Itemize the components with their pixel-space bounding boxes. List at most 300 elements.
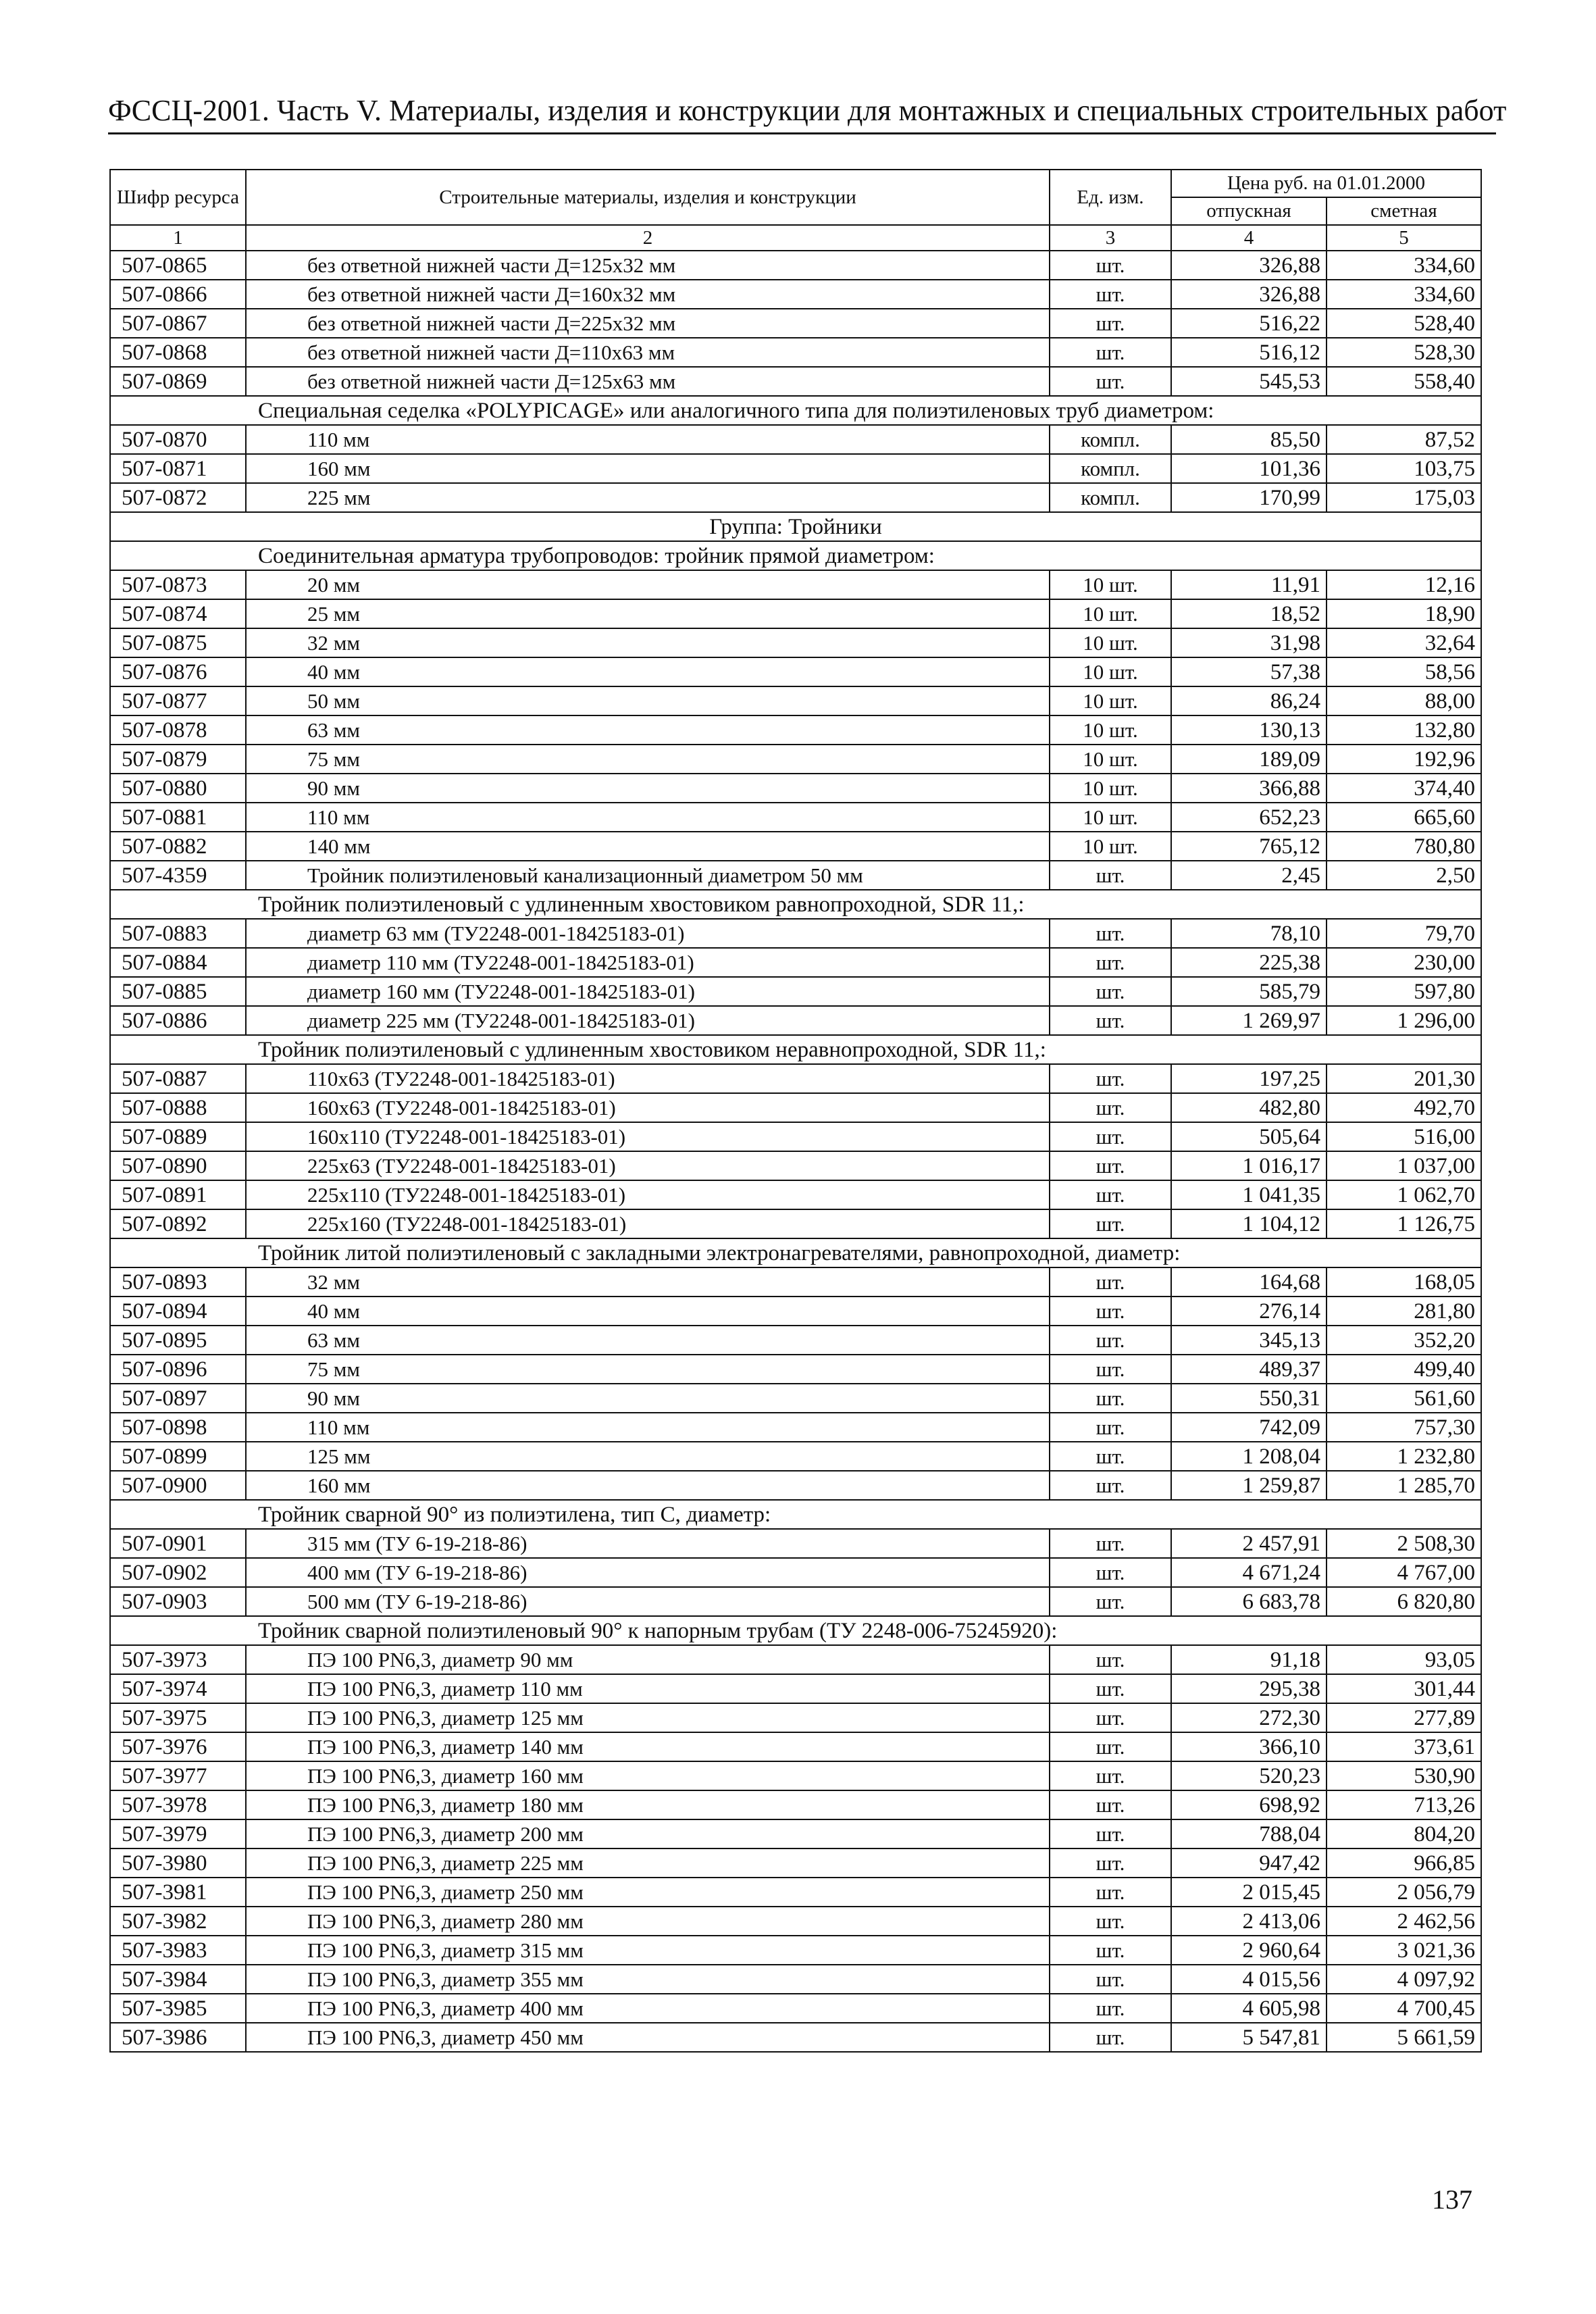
estimate-price-cell: 966,85 [1327,1848,1481,1878]
material-name-cell: 160x110 (ТУ2248-001-18425183-01) [246,1122,1050,1151]
estimate-price-cell: 499,40 [1327,1355,1481,1384]
unit-cell: шт. [1050,1267,1171,1297]
col-unit-header: Ед. изм. [1050,170,1171,225]
material-name-cell: ПЭ 100 PN6,3, диаметр 250 мм [246,1878,1050,1907]
unit-cell: шт. [1050,280,1171,309]
material-name-cell: диаметр 225 мм (ТУ2248-001-18425183-01) [246,1006,1050,1035]
resource-code-cell: 507-0871 [110,454,246,483]
unit-cell: шт. [1050,1006,1171,1035]
material-name-cell: 225x110 (ТУ2248-001-18425183-01) [246,1180,1050,1209]
resource-code-cell: 507-0868 [110,338,246,367]
material-name-cell: 20 мм [246,570,1050,599]
resource-code-cell: 507-0872 [110,483,246,512]
estimate-price-cell: 192,96 [1327,745,1481,774]
release-price-cell: 366,10 [1171,1732,1327,1761]
table-row [110,1297,1481,1326]
table-row [110,1558,1481,1587]
table-row [110,745,1481,774]
material-name-cell: диаметр 160 мм (ТУ2248-001-18425183-01) [246,977,1050,1006]
estimate-price-cell: 2 462,56 [1327,1907,1481,1936]
table-row [110,1442,1481,1471]
resource-code-cell: 507-0900 [110,1471,246,1500]
unit-cell: шт. [1050,1209,1171,1238]
estimate-price-cell: 4 700,45 [1327,1994,1481,2023]
unit-cell: шт. [1050,1064,1171,1093]
release-price-cell: 489,37 [1171,1355,1327,1384]
resource-code-cell: 507-3986 [110,2023,246,2052]
section-heading: Тройник сварной полиэтиленовый 90° к напорным трубам (ТУ 2248-006-75245920): [110,1616,1481,1645]
release-price-cell: 652,23 [1171,803,1327,832]
release-price-cell: 57,38 [1171,657,1327,686]
resource-code-cell: 507-3981 [110,1878,246,1907]
estimate-price-cell: 230,00 [1327,948,1481,977]
unit-cell: шт. [1050,1819,1171,1848]
release-price-cell: 18,52 [1171,599,1327,628]
unit-cell: 10 шт. [1050,599,1171,628]
material-name-cell: без ответной нижней части Д=125x63 мм [246,367,1050,396]
material-name-cell: 160 мм [246,1471,1050,1500]
page-number: 137 [1432,2184,1472,2215]
material-name-cell: 90 мм [246,774,1050,803]
material-name-cell: 50 мм [246,686,1050,715]
material-name-cell: 40 мм [246,657,1050,686]
resource-code-cell: 507-0890 [110,1151,246,1180]
resource-code-cell: 507-0891 [110,1180,246,1209]
column-numbers-row [110,225,1481,251]
table-row [110,1819,1481,1848]
unit-cell: компл. [1050,483,1171,512]
release-price-cell: 189,09 [1171,745,1327,774]
estimate-price-cell: 561,60 [1327,1384,1481,1413]
unit-cell: шт. [1050,1761,1171,1790]
material-name-cell: 160 мм [246,454,1050,483]
estimate-price-cell: 93,05 [1327,1645,1481,1674]
release-price-cell: 1 208,04 [1171,1442,1327,1471]
unit-cell: шт. [1050,1355,1171,1384]
table-body [110,251,1481,2052]
release-price-cell: 91,18 [1171,1645,1327,1674]
release-price-cell: 366,88 [1171,774,1327,803]
unit-cell: 10 шт. [1050,628,1171,657]
column-number-cell: 4 [1171,225,1327,251]
material-name-cell: 500 мм (ТУ 6-19-218-86) [246,1587,1050,1616]
release-price-cell: 1 269,97 [1171,1006,1327,1035]
estimate-price-cell: 2 508,30 [1327,1529,1481,1558]
table-row [110,483,1481,512]
unit-cell: шт. [1050,1703,1171,1732]
resource-code-cell: 507-0866 [110,280,246,309]
estimate-price-cell: 277,89 [1327,1703,1481,1732]
material-name-cell: 32 мм [246,628,1050,657]
release-price-cell: 2,45 [1171,861,1327,890]
unit-cell: шт. [1050,1384,1171,1413]
unit-cell: шт. [1050,948,1171,977]
resource-code-cell: 507-3985 [110,1994,246,2023]
release-price-cell: 86,24 [1171,686,1327,715]
table-row [110,1267,1481,1297]
table-row [110,948,1481,977]
table-row [110,454,1481,483]
section-heading: Тройник полиэтиленовый с удлиненным хвостовиком равнопроходной, SDR 11,: [110,890,1481,919]
table-row [110,338,1481,367]
unit-cell: шт. [1050,338,1171,367]
table-row [110,1878,1481,1907]
estimate-price-cell: 334,60 [1327,280,1481,309]
unit-cell: шт. [1050,1907,1171,1936]
material-name-cell: 75 мм [246,1355,1050,1384]
resource-code-cell: 507-0881 [110,803,246,832]
release-price-cell: 520,23 [1171,1761,1327,1790]
table-row [110,1064,1481,1093]
material-name-cell: ПЭ 100 PN6,3, диаметр 160 мм [246,1761,1050,1790]
section-heading: Тройник сварной 90° из полиэтилена, тип С, диаметр: [110,1500,1481,1529]
material-name-cell: 75 мм [246,745,1050,774]
resource-code-cell: 507-0892 [110,1209,246,1238]
estimate-price-cell: 5 661,59 [1327,2023,1481,2052]
material-name-cell: ПЭ 100 PN6,3, диаметр 225 мм [246,1848,1050,1878]
resource-code-cell: 507-0884 [110,948,246,977]
release-price-cell: 1 016,17 [1171,1151,1327,1180]
unit-cell: шт. [1050,1558,1171,1587]
col-name-header: Строительные материалы, изделия и конструкции [246,170,1050,225]
estimate-price-cell: 132,80 [1327,715,1481,745]
material-name-cell: 315 мм (ТУ 6-19-218-86) [246,1529,1050,1558]
material-name-cell: ПЭ 100 PN6,3, диаметр 125 мм [246,1703,1050,1732]
table-row [110,1384,1481,1413]
release-price-cell: 516,12 [1171,338,1327,367]
section-heading-row [110,890,1481,919]
release-price-cell: 101,36 [1171,454,1327,483]
section-heading: Специальная седелка «POLYPICAGE» или аналогичного типа для полиэтиленовых труб диаметром: [110,396,1481,425]
table-row [110,861,1481,890]
group-heading-row [110,512,1481,541]
estimate-price-cell: 1 232,80 [1327,1442,1481,1471]
unit-cell: шт. [1050,861,1171,890]
material-name-cell: 160x63 (ТУ2248-001-18425183-01) [246,1093,1050,1122]
estimate-price-cell: 3 021,36 [1327,1936,1481,1965]
resource-code-cell: 507-3982 [110,1907,246,1936]
material-name-cell: ПЭ 100 PN6,3, диаметр 400 мм [246,1994,1050,2023]
release-price-cell: 516,22 [1171,309,1327,338]
resource-code-cell: 507-0875 [110,628,246,657]
column-number-cell: 5 [1327,225,1481,251]
estimate-price-cell: 665,60 [1327,803,1481,832]
unit-cell: 10 шт. [1050,832,1171,861]
table-row [110,832,1481,861]
resource-code-cell: 507-3984 [110,1965,246,1994]
table-row [110,251,1481,280]
release-price-cell: 765,12 [1171,832,1327,861]
release-price-cell: 698,92 [1171,1790,1327,1819]
release-price-cell: 2 015,45 [1171,1878,1327,1907]
resource-code-cell: 507-3977 [110,1761,246,1790]
estimate-price-cell: 528,30 [1327,338,1481,367]
estimate-price-cell: 492,70 [1327,1093,1481,1122]
release-price-cell: 272,30 [1171,1703,1327,1732]
table-row [110,1326,1481,1355]
resource-code-cell: 507-0876 [110,657,246,686]
estimate-price-cell: 352,20 [1327,1326,1481,1355]
material-name-cell: ПЭ 100 PN6,3, диаметр 180 мм [246,1790,1050,1819]
unit-cell: шт. [1050,1151,1171,1180]
release-price-cell: 4 605,98 [1171,1994,1327,2023]
estimate-price-cell: 1 126,75 [1327,1209,1481,1238]
unit-cell: шт. [1050,977,1171,1006]
unit-cell: 10 шт. [1050,715,1171,745]
material-name-cell: 90 мм [246,1384,1050,1413]
material-name-cell: 110 мм [246,803,1050,832]
unit-cell: шт. [1050,1645,1171,1674]
unit-cell: шт. [1050,1122,1171,1151]
release-price-cell: 505,64 [1171,1122,1327,1151]
unit-cell: шт. [1050,1674,1171,1703]
estimate-price-cell: 530,90 [1327,1761,1481,1790]
estimate-price-cell: 1 296,00 [1327,1006,1481,1035]
release-price-cell: 326,88 [1171,251,1327,280]
material-name-cell: 110 мм [246,1413,1050,1442]
estimate-price-cell: 201,30 [1327,1064,1481,1093]
section-heading-row [110,1500,1481,1529]
release-price-cell: 4 671,24 [1171,1558,1327,1587]
table-row [110,1645,1481,1674]
estimate-price-cell: 804,20 [1327,1819,1481,1848]
unit-cell: шт. [1050,1093,1171,1122]
release-price-cell: 170,99 [1171,483,1327,512]
material-name-cell: 63 мм [246,715,1050,745]
release-price-cell: 2 457,91 [1171,1529,1327,1558]
estimate-price-cell: 374,40 [1327,774,1481,803]
section-heading: Тройник полиэтиленовый с удлиненным хвостовиком неравнопроходной, SDR 11,: [110,1035,1481,1064]
page-header-title: ФССЦ-2001. Часть V. Материалы, изделия и конструкции для монтажных и специальных строительных работ [108,94,1507,127]
release-price-cell: 276,14 [1171,1297,1327,1326]
material-name-cell: без ответной нижней части Д=110x63 мм [246,338,1050,367]
material-name-cell: 225 мм [246,483,1050,512]
table-row [110,1209,1481,1238]
table-row [110,599,1481,628]
material-name-cell: ПЭ 100 PN6,3, диаметр 140 мм [246,1732,1050,1761]
table-head [110,170,1481,251]
resource-code-cell: 507-0874 [110,599,246,628]
estimate-price-cell: 373,61 [1327,1732,1481,1761]
section-heading-row [110,396,1481,425]
table-row [110,1529,1481,1558]
material-name-cell: ПЭ 100 PN6,3, диаметр 450 мм [246,2023,1050,2052]
resource-code-cell: 507-3973 [110,1645,246,1674]
material-name-cell: 25 мм [246,599,1050,628]
table-row [110,570,1481,599]
release-price-cell: 295,38 [1171,1674,1327,1703]
table-row [110,628,1481,657]
table-row [110,280,1481,309]
resource-code-cell: 507-0867 [110,309,246,338]
section-heading-row [110,1238,1481,1267]
price-table [109,169,1482,2053]
table-row [110,425,1481,454]
resource-code-cell: 507-0897 [110,1384,246,1413]
unit-cell: шт. [1050,1471,1171,1500]
release-price-cell: 2 960,64 [1171,1936,1327,1965]
unit-cell: шт. [1050,1994,1171,2023]
material-name-cell: 63 мм [246,1326,1050,1355]
table-row [110,919,1481,948]
material-name-cell: диаметр 110 мм (ТУ2248-001-18425183-01) [246,948,1050,977]
estimate-price-cell: 713,26 [1327,1790,1481,1819]
release-price-cell: 550,31 [1171,1384,1327,1413]
unit-cell: шт. [1050,1936,1171,1965]
table-row [110,1703,1481,1732]
table-row [110,309,1481,338]
resource-code-cell: 507-3980 [110,1848,246,1878]
estimate-price-cell: 281,80 [1327,1297,1481,1326]
unit-cell: 10 шт. [1050,774,1171,803]
section-heading: Соединительная арматура трубопроводов: тройник прямой диаметром: [110,541,1481,570]
column-number-cell: 3 [1050,225,1171,251]
table-row [110,977,1481,1006]
header-rule [108,132,1496,134]
table-row [110,1587,1481,1616]
resource-code-cell: 507-0873 [110,570,246,599]
material-name-cell: 140 мм [246,832,1050,861]
column-number-cell: 2 [246,225,1050,251]
unit-cell: шт. [1050,2023,1171,2052]
estimate-price-cell: 79,70 [1327,919,1481,948]
table-row [110,774,1481,803]
unit-cell: шт. [1050,919,1171,948]
release-price-cell: 585,79 [1171,977,1327,1006]
resource-code-cell: 507-3976 [110,1732,246,1761]
release-price-cell: 947,42 [1171,1848,1327,1878]
unit-cell: шт. [1050,1180,1171,1209]
material-name-cell: диаметр 63 мм (ТУ2248-001-18425183-01) [246,919,1050,948]
unit-cell: шт. [1050,1878,1171,1907]
unit-cell: 10 шт. [1050,745,1171,774]
material-name-cell: 32 мм [246,1267,1050,1297]
material-name-cell: 225x63 (ТУ2248-001-18425183-01) [246,1151,1050,1180]
estimate-price-cell: 18,90 [1327,599,1481,628]
release-price-cell: 742,09 [1171,1413,1327,1442]
estimate-price-cell: 597,80 [1327,977,1481,1006]
resource-code-cell: 507-0902 [110,1558,246,1587]
unit-cell: шт. [1050,1965,1171,1994]
table-row [110,1093,1481,1122]
material-name-cell: ПЭ 100 PN6,3, диаметр 110 мм [246,1674,1050,1703]
unit-cell: шт. [1050,1326,1171,1355]
table-row [110,1790,1481,1819]
material-name-cell: ПЭ 100 PN6,3, диаметр 280 мм [246,1907,1050,1936]
release-price-cell: 4 015,56 [1171,1965,1327,1994]
material-name-cell: 110x63 (ТУ2248-001-18425183-01) [246,1064,1050,1093]
estimate-price-cell: 32,64 [1327,628,1481,657]
unit-cell: шт. [1050,1442,1171,1471]
estimate-price-cell: 2 056,79 [1327,1878,1481,1907]
release-price-cell: 78,10 [1171,919,1327,948]
material-name-cell: 125 мм [246,1442,1050,1471]
unit-cell: 10 шт. [1050,686,1171,715]
material-name-cell: без ответной нижней части Д=125x32 мм [246,251,1050,280]
estimate-price-cell: 2,50 [1327,861,1481,890]
resource-code-cell: 507-3975 [110,1703,246,1732]
estimate-price-cell: 175,03 [1327,483,1481,512]
unit-cell: шт. [1050,251,1171,280]
release-price-cell: 5 547,81 [1171,2023,1327,2052]
resource-code-cell: 507-0894 [110,1297,246,1326]
table-row [110,1151,1481,1180]
table-row [110,367,1481,396]
resource-code-cell: 507-0893 [110,1267,246,1297]
release-price-cell: 225,38 [1171,948,1327,977]
table-row [110,1180,1481,1209]
column-number-cell: 1 [110,225,246,251]
table-row [110,1936,1481,1965]
resource-code-cell: 507-0878 [110,715,246,745]
table-row [110,1413,1481,1442]
resource-code-cell: 507-4359 [110,861,246,890]
resource-code-cell: 507-0883 [110,919,246,948]
material-name-cell: без ответной нижней части Д=225x32 мм [246,309,1050,338]
resource-code-cell: 507-0886 [110,1006,246,1035]
material-name-cell: ПЭ 100 PN6,3, диаметр 355 мм [246,1965,1050,1994]
release-price-cell: 1 104,12 [1171,1209,1327,1238]
resource-code-cell: 507-0901 [110,1529,246,1558]
material-name-cell: 110 мм [246,425,1050,454]
unit-cell: 10 шт. [1050,803,1171,832]
unit-cell: шт. [1050,1587,1171,1616]
table-row [110,1761,1481,1790]
table-row [110,1994,1481,2023]
resource-code-cell: 507-0899 [110,1442,246,1471]
unit-cell: компл. [1050,425,1171,454]
release-price-cell: 1 259,87 [1171,1471,1327,1500]
table-row [110,1355,1481,1384]
resource-code-cell: 507-3979 [110,1819,246,1848]
release-price-cell: 545,53 [1171,367,1327,396]
unit-cell: 10 шт. [1050,657,1171,686]
table-row [110,1848,1481,1878]
resource-code-cell: 507-0896 [110,1355,246,1384]
unit-cell: компл. [1050,454,1171,483]
material-name-cell: 400 мм (ТУ 6-19-218-86) [246,1558,1050,1587]
table-row [110,686,1481,715]
estimate-price-cell: 12,16 [1327,570,1481,599]
resource-code-cell: 507-3983 [110,1936,246,1965]
unit-cell: шт. [1050,1732,1171,1761]
estimate-price-cell: 6 820,80 [1327,1587,1481,1616]
material-name-cell: без ответной нижней части Д=160x32 мм [246,280,1050,309]
table-row [110,1965,1481,1994]
material-name-cell: ПЭ 100 PN6,3, диаметр 315 мм [246,1936,1050,1965]
estimate-price-cell: 757,30 [1327,1413,1481,1442]
unit-cell: шт. [1050,367,1171,396]
table-row [110,1122,1481,1151]
release-price-cell: 164,68 [1171,1267,1327,1297]
material-name-cell: 225x160 (ТУ2248-001-18425183-01) [246,1209,1050,1238]
estimate-price-cell: 4 767,00 [1327,1558,1481,1587]
estimate-price-cell: 58,56 [1327,657,1481,686]
unit-cell: шт. [1050,1848,1171,1878]
estimate-price-cell: 88,00 [1327,686,1481,715]
table-row [110,803,1481,832]
section-heading: Тройник литой полиэтиленовый с закладными электронагревателями, равнопроходной, диаметр: [110,1238,1481,1267]
section-heading-row [110,541,1481,570]
section-heading-row [110,1616,1481,1645]
unit-cell: шт. [1050,1297,1171,1326]
section-heading-row [110,1035,1481,1064]
unit-cell: шт. [1050,1413,1171,1442]
table-row [110,1674,1481,1703]
release-price-cell: 197,25 [1171,1064,1327,1093]
table-row [110,715,1481,745]
col-code-header: Шифр ресурса [110,170,246,225]
